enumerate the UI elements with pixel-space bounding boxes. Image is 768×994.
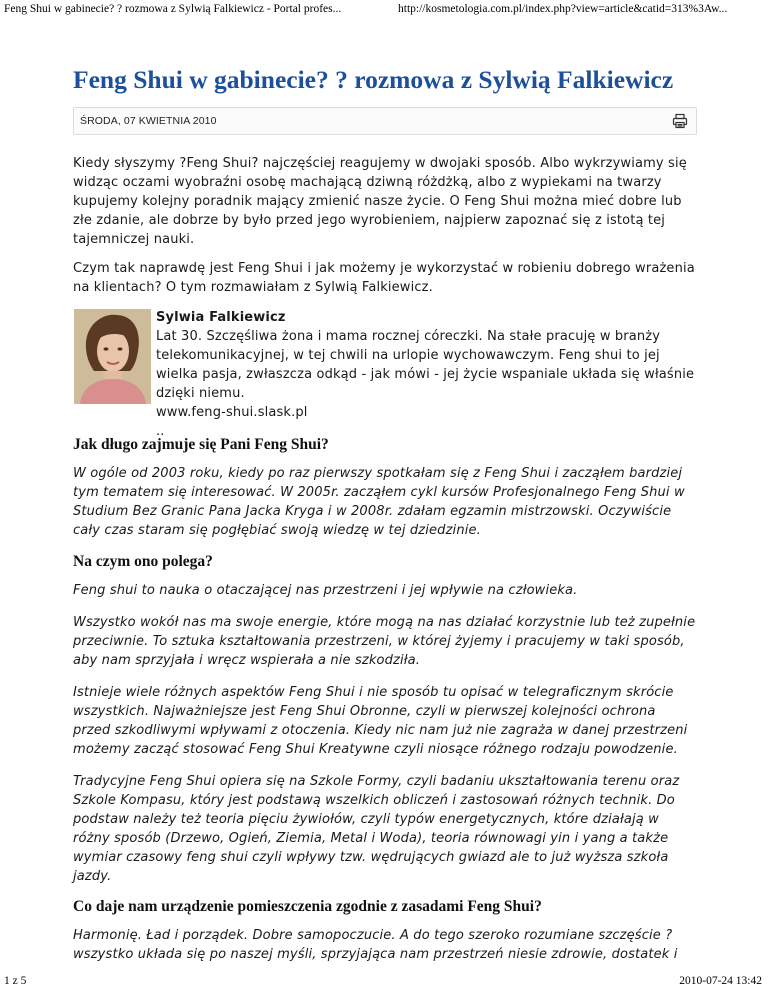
author-description: Lat 30. Szczęśliwa żona i mama rocznej córeczki. Na stałe pracuję w branży telekomunikacyjnej, w tej chwili na urlopie wychowawczym. Feng shui to jej wielka pasja, zwłaszcza odkąd - jak mówi - jej życie wspaniale układa się właśnie dzięki niemu. — [156, 329, 695, 401]
interview-question: Jak długo zajmuje się Pani Feng Shui? — [73, 436, 329, 453]
interview-answer: W ogóle od 2003 roku, kiedy po raz pierwszy spotkałam się z Feng Shui i zacząłem bardziej tym tematem się interesować. W 2005r. zacząłem cykl kursów Profesjonalnego Feng Shui w Studium Bez Granic Pana Jacka Kryga i w 2008r. zdałam egzamin mistrzowski. Oczywiście cały czas staram się pogłębiać swoją wiedzę w tej dziedzinie. — [73, 466, 685, 538]
article — [73, 64, 697, 964]
author-bio-trailing: .. — [156, 424, 165, 439]
interview-answer: Tradycyjne Feng Shui opiera się na Szkole Formy, czyli badaniu ukształtowania terenu oraz Szkole Kompasu, który jest podstawą wszelkich obliczeń i zastosowań różnych technik. Do podstaw należy też teoria pięciu żywiołów, czyli typów energetycznych, które działają w różny sposób (Drzewo, Ogień, Ziemia, Metal i Woda), teoria równowagi yin i yang a także wymiar czasowy feng shui czyli wpływy tzw. wędrujących gwiazd ale to już wyższa szkoła jazdy. — [73, 774, 680, 884]
intro-paragraph: Czym tak naprawdę jest Feng Shui i jak możemy je wykorzystać w robieniu dobrego wrażenia na klientach? O tym rozmawiałam z Sylwią Falkiewicz. — [73, 261, 695, 295]
page-number: 1 z 5 — [4, 975, 27, 987]
print-timestamp: 2010-07-24 13:42 — [679, 975, 762, 987]
intro-paragraph: Kiedy słyszymy ?Feng Shui? najczęściej reagujemy w dwojaki sposób. Albo wykrzywiamy się widząc oczami wyobraźni osobę machającą dziwną różdżką, albo z wypiekami na twarzy kupujemy kolejny poradnik mający zmienić nasze życie. O Feng Shui można mieć dobre lub złe zdanie, ale dobrze by było przed jego wyrobieniem, najpierw zapoznać się z istotą tej tajemniczej nauki. — [73, 156, 687, 247]
author-bio-text — [156, 308, 701, 441]
author-bio — [73, 308, 697, 439]
interview-answer: Istnieje wiele różnych aspektów Feng Shui i nie sposób tu opisać w telegraficznym skrócie wszystkich. Najważniejsze jest Feng Shui Obronne, czyli w pierwszej kolejności ochrona przed szkodliwymi wpływami z otoczenia. Kiedy nic nam już nie zagraża w danej przestrzeni możemy zacząć stosować Feng Shui Kreatywne czyli niosące różnego rodzaju powodzenie. — [73, 685, 688, 757]
print-header-url: http://kosmetologia.com.pl/index.php?view=article&catid=313%3Aw... — [398, 3, 728, 15]
print-footer — [0, 975, 768, 994]
print-icon[interactable] — [672, 113, 688, 129]
interview-answer: Feng shui to nauka o otaczającej nas przestrzeni i jej wpływie na człowieka. — [73, 583, 578, 598]
article-date: ŚRODA, 07 KWIETNIA 2010 — [80, 115, 217, 127]
interview-answer: Wszystko wokół nas ma swoje energie, które mogą na nas działać korzystnie lub też zupełnie przeciwnie. To sztuka kształtowania przestrzeni, w której żyjemy i pracujemy w taki sposób, aby nam sprzyjała i wręcz wspierała a nie szkodziła. — [73, 615, 696, 668]
author-name: Sylwia Falkiewicz — [156, 310, 286, 325]
interview-question: Co daje nam urządzenie pomieszczenia zgodnie z zasadami Feng Shui? — [73, 898, 542, 915]
article-date-bar — [73, 107, 697, 135]
print-header-title: Feng Shui w gabinecie? ? rozmowa z Sylwią Falkiewicz - Portal profes... — [4, 3, 342, 15]
author-photo — [74, 309, 151, 404]
article-title: Feng Shui w gabinecie? ? rozmowa z Sylwią Falkiewicz — [73, 65, 674, 94]
interview-answer: Harmonię. Ład i porządek. Dobre samopoczucie. A do tego szeroko rozumiane szczęście ? wszystko układa się po naszej myśli, sprzyjająca nam przestrzeń niesie zdrowie, dostatek i — [73, 928, 678, 962]
author-website[interactable]: www.feng-shui.slask.pl — [156, 405, 308, 420]
interview-question: Na czym ono polega? — [73, 553, 213, 570]
print-header — [0, 0, 768, 20]
